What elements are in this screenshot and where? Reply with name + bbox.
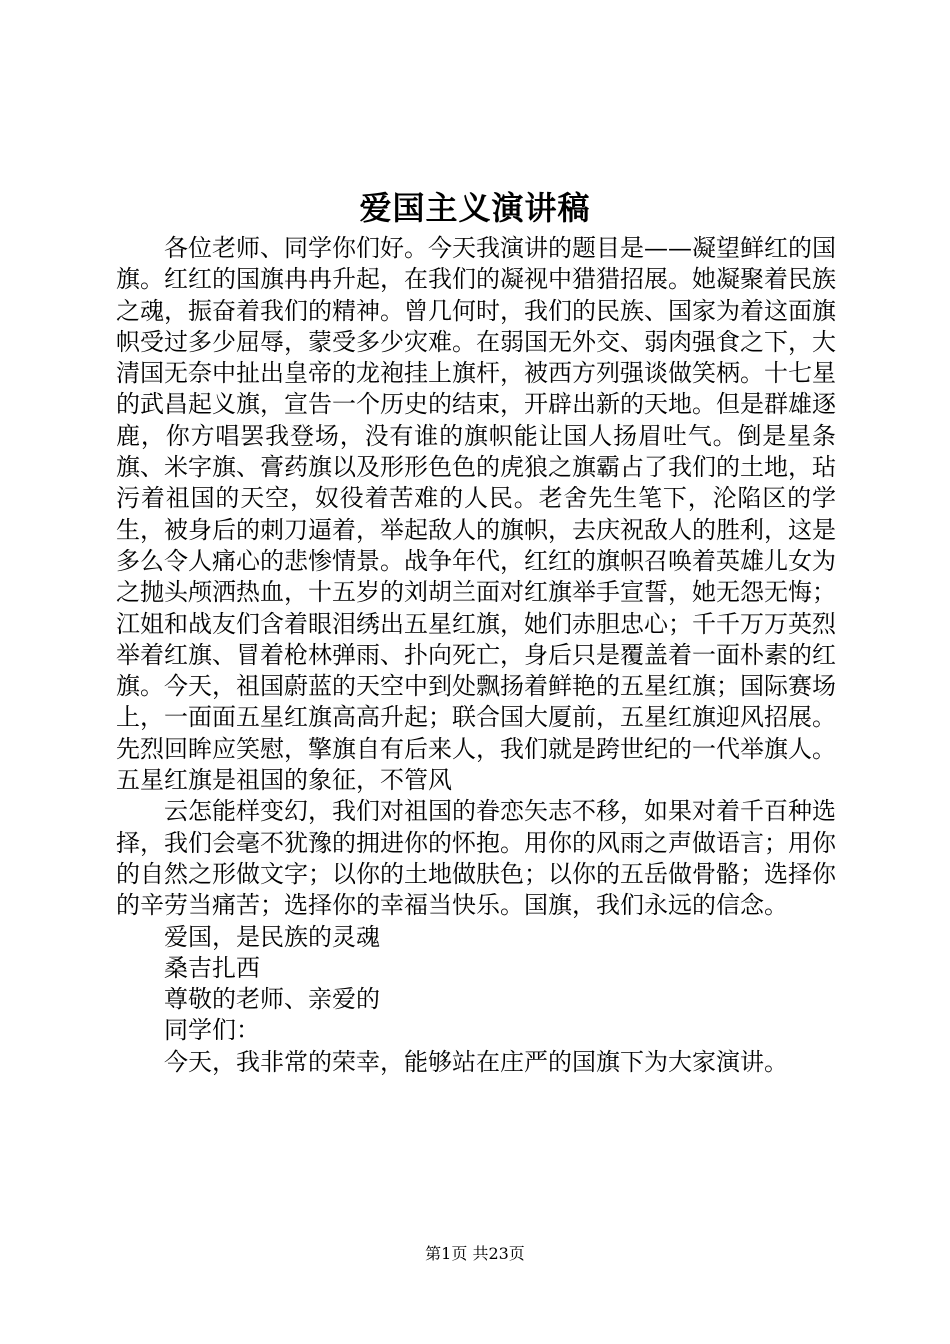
paragraph-2: 云怎能样变幻，我们对祖国的眷恋矢志不移，如果对着千百种选择，我们会毫不犹豫的拥进你的怀抱。用你的风雨之声做语言；用你的自然之形做文字；以你的土地做肤色；以你的五岳做骨骼；选择你的辛劳当痛苦；选择你的幸福当快乐。国旗，我们永远的信念。 [116,797,836,920]
paragraph-3: 爱国，是民族的灵魂 [164,922,380,951]
paragraph-5: 尊敬的老师、亲爱的 [164,985,380,1014]
paragraph-7: 今天，我非常的荣幸，能够站在庄严的国旗下为大家演讲。 [164,1047,788,1076]
paragraph-1: 各位老师、同学你们好。今天我演讲的题目是——凝望鲜红的国旗。红红的国旗冉冉升起，在我们的凝视中猎猎招展。她凝聚着民族之魂，振奋着我们的精神。曾几何时，我们的民族、国家为着这面旗帜受过多少屈辱，蒙受多少灾难。在弱国无外交、弱肉强食之下，大清国无奈中扯出皇帝的龙袍挂上旗杆，被西方列强谈做笑柄。十七星的武昌起义旗，宣告一个历史的结束，开辟出新的天地。但是群雄逐鹿，你方唱罢我登场，没有谁的旗帜能让国人扬眉吐气。倒是星条旗、米字旗、膏药旗以及形形色色的虎狼之旗霸占了我们的土地，玷污着祖国的天空，奴役着苦难的人民。老舍先生笔下，沦陷区的学生，被身后的刺刀逼着，举起敌人的旗帜，去庆祝敌人的胜利，这是多么令人痛心的悲惨情景。战争年代，红红的旗帜召唤着英雄儿女为之抛头颅洒热血，十五岁的刘胡兰面对红旗举手宣誓，她无怨无悔；江姐和战友们含着眼泪绣出五星红旗，她们赤胆忠心；千千万万英烈举着红旗、冒着枪林弹雨、扑向死亡，身后只是覆盖着一面朴素的红旗。今天，祖国蔚蓝的天空中到处飘扬着鲜艳的五星红旗；国际赛场上，一面面五星红旗高高升起；联合国大厦前，五星红旗迎风招展。先烈回眸应笑慰，擎旗自有后来人，我们就是跨世纪的一代举旗人。五星红旗是祖国的象征，不管风 [116,234,836,795]
document-body [116,233,836,1078]
page-number-footer: 第1页 共23页 [425,1244,525,1263]
paragraph-4: 桑吉扎西 [164,953,260,982]
document-title: 爱国主义演讲稿 [359,189,591,227]
paragraph-6: 同学们： [164,1016,260,1045]
